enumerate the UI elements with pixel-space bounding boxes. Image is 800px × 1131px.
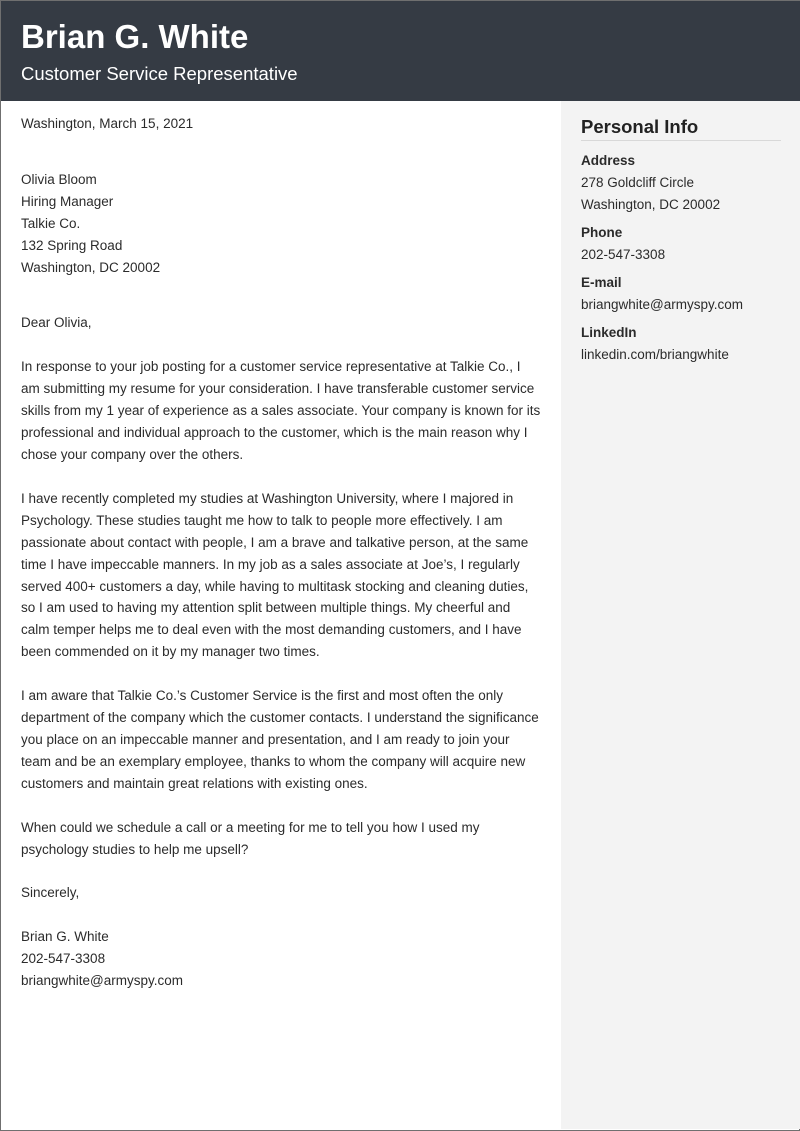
paragraph: I am aware that Talkie Co.’s Customer Service is the first and most often the only department of the company which the customer contacts. I understand the significance you place on an impeccable manner and presentation, and I am ready to join your team and be an exemplary employee, thanks to whom the company will acquire new customers and maintain great relations with existing ones.: [21, 688, 539, 791]
applicant-title: Customer Service Representative: [21, 63, 298, 84]
address-label: Address: [581, 153, 636, 168]
recipient-line: Olivia Bloom: [21, 171, 97, 187]
applicant-name: Brian G. White: [21, 18, 249, 55]
recipient-block: [21, 169, 541, 279]
address-line: Washington, DC 20002: [581, 197, 721, 212]
signature-block: [21, 926, 541, 992]
paragraph: I have recently completed my studies at Washington University, where I majored in Psychology. These studies taught me how to talk to people more effectively. I am passionate about contact with people, I am a brave and talkative person, at the same time I have impeccable manners. In my job as a sales associate at Joe’s, I regularly served 400+ customers a day, while having to multitask stocking and cleaning duties, so I am used to having my attention split between multiple things. My cheerful and calm temper helps me to deal even with the most demanding customers, and I have been commended on it by my manager two times.: [21, 490, 529, 660]
phone-value: 202-547-3308: [581, 247, 666, 262]
closing: Sincerely,: [21, 885, 80, 901]
letter-date: Washington, March 15, 2021: [21, 116, 194, 131]
recipient-line: 132 Spring Road: [21, 237, 123, 253]
linkedin-label: LinkedIn: [581, 325, 637, 340]
address-group: [581, 150, 781, 216]
letter-body: [21, 113, 541, 992]
personal-info-heading: Personal Info: [581, 116, 781, 141]
linkedin-group: [581, 322, 781, 366]
linkedin-value: linkedin.com/briangwhite: [581, 347, 729, 362]
email-group: [581, 272, 781, 316]
email-value: briangwhite@armyspy.com: [581, 297, 744, 312]
paragraph: In response to your job posting for a customer service representative at Talkie Co., I am submitting my resume for your consideration. I have transferable customer service skills from my 1 year of experience as a sales associate. Your company is known for its professional and individual approach to the customer, which is the main reason why I chose your company over the others.: [21, 359, 541, 462]
phone-group: [581, 222, 781, 266]
greeting: Dear Olivia,: [21, 315, 92, 331]
email-label: E-mail: [581, 275, 622, 290]
signature-phone: 202-547-3308: [21, 951, 106, 967]
personal-info-sidebar: [561, 101, 800, 1129]
header: [1, 1, 800, 101]
recipient-line: Hiring Manager: [21, 193, 114, 209]
recipient-line: Washington, DC 20002: [21, 259, 161, 275]
address-line: 278 Goldcliff Circle: [581, 175, 695, 190]
signature-email: briangwhite@armyspy.com: [21, 973, 184, 989]
paragraph: When could we schedule a call or a meeting for me to tell you how I used my psychology studies to help me upsell?: [21, 819, 480, 857]
signature-name: Brian G. White: [21, 929, 109, 945]
phone-label: Phone: [581, 225, 623, 240]
recipient-line: Talkie Co.: [21, 215, 81, 231]
